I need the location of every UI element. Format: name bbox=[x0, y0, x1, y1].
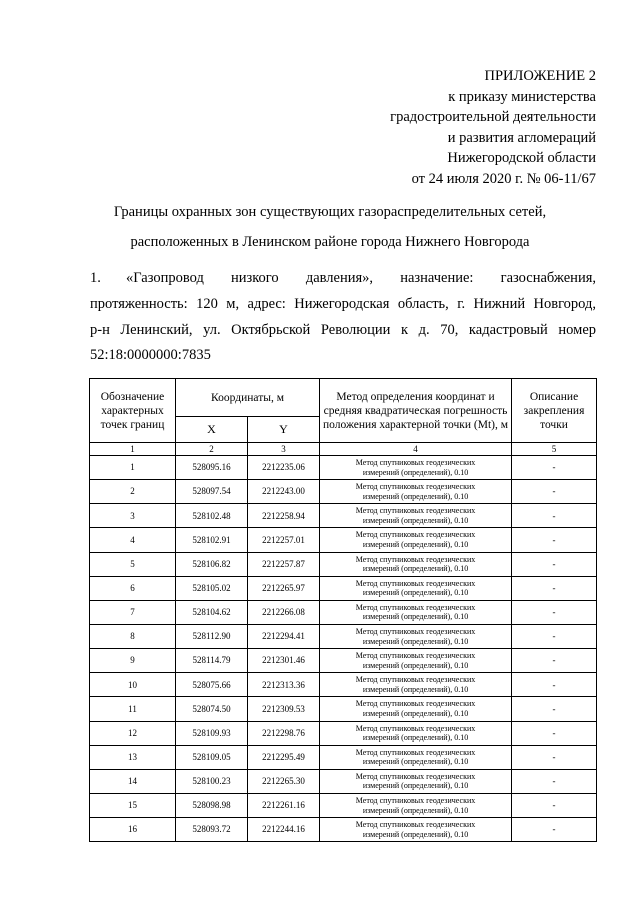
coord-y-cell: 2212257.87 bbox=[248, 552, 320, 576]
method-line: Метод спутниковых геодезических bbox=[355, 771, 476, 781]
column-number: 3 bbox=[248, 443, 320, 456]
column-number: 2 bbox=[176, 443, 248, 456]
table-row bbox=[90, 649, 597, 673]
document-title-line: Границы охранных зон существующих газораспределительных сетей, bbox=[113, 204, 547, 220]
method-cell bbox=[320, 673, 512, 697]
method-line: Метод спутниковых геодезических bbox=[355, 482, 476, 492]
coord-y-cell: 2212294.41 bbox=[248, 624, 320, 648]
coord-x-cell: 528075.66 bbox=[176, 673, 248, 697]
method-line: измерений (определений), 0.10 bbox=[362, 564, 469, 574]
coord-x-cell: 528109.05 bbox=[176, 745, 248, 769]
point-number-cell: 2 bbox=[90, 480, 176, 504]
method-line: измерений (определений), 0.10 bbox=[362, 588, 469, 598]
method-cell bbox=[320, 697, 512, 721]
document-title bbox=[60, 197, 600, 257]
method-line: Метод спутниковых геодезических bbox=[355, 723, 476, 733]
point-number-cell: 15 bbox=[90, 793, 176, 817]
method-cell bbox=[320, 552, 512, 576]
coord-x-cell: 528095.16 bbox=[176, 456, 248, 480]
method-line: измерений (определений), 0.10 bbox=[362, 781, 469, 791]
appendix-line: градостроительной деятельности bbox=[390, 109, 596, 126]
appendix-line: и развития агломераций bbox=[447, 129, 596, 146]
description-cell: - bbox=[512, 793, 597, 817]
column-number: 1 bbox=[90, 443, 176, 456]
column-number: 5 bbox=[512, 443, 597, 456]
method-line: измерений (определений), 0.10 bbox=[362, 636, 469, 646]
description-cell: - bbox=[512, 456, 597, 480]
method-line: измерений (определений), 0.10 bbox=[362, 660, 469, 670]
method-line: измерений (определений), 0.10 bbox=[362, 491, 469, 501]
appendix-date-number: от 24 июля 2020 г. № 06-11/67 bbox=[411, 170, 596, 187]
method-line: измерений (определений), 0.10 bbox=[362, 467, 469, 477]
point-number-cell: 10 bbox=[90, 673, 176, 697]
object-number: 1. bbox=[90, 270, 101, 286]
appendix-line: Нижегородской области bbox=[447, 150, 596, 167]
point-number-cell: 3 bbox=[90, 504, 176, 528]
coord-y-cell: 2212295.49 bbox=[248, 745, 320, 769]
document-title-line: расположенных в Ленинском районе города Нижнего Новгорода bbox=[130, 234, 530, 250]
object-description-line: протяженность: 120 м, адрес: Нижегородская область, г. Нижний Новгород, bbox=[90, 295, 596, 312]
method-line: измерений (определений), 0.10 bbox=[362, 708, 469, 718]
table-row bbox=[90, 600, 597, 624]
table-row bbox=[90, 624, 597, 648]
coord-x-cell: 528114.79 bbox=[176, 649, 248, 673]
header-description: Описание закрепления точки bbox=[512, 379, 597, 443]
method-line: измерений (определений), 0.10 bbox=[362, 515, 469, 525]
coord-x-cell: 528105.02 bbox=[176, 576, 248, 600]
coord-y-cell: 2212257.01 bbox=[248, 528, 320, 552]
header-coordinates: Координаты, м bbox=[176, 379, 320, 417]
table-row bbox=[90, 528, 597, 552]
method-cell bbox=[320, 528, 512, 552]
description-cell: - bbox=[512, 552, 597, 576]
method-line: измерений (определений), 0.10 bbox=[362, 539, 469, 549]
coord-x-cell: 528093.72 bbox=[176, 818, 248, 842]
table-row bbox=[90, 456, 597, 480]
coord-y-cell: 2212243.00 bbox=[248, 480, 320, 504]
point-number-cell: 8 bbox=[90, 624, 176, 648]
point-number-cell: 9 bbox=[90, 649, 176, 673]
method-cell bbox=[320, 480, 512, 504]
object-description bbox=[90, 266, 596, 369]
method-line: Метод спутниковых геодезических bbox=[355, 795, 476, 805]
method-line: измерений (определений), 0.10 bbox=[362, 684, 469, 694]
point-number-cell: 13 bbox=[90, 745, 176, 769]
method-line: Метод спутниковых геодезических bbox=[355, 554, 476, 564]
description-cell: - bbox=[512, 576, 597, 600]
point-number-cell: 14 bbox=[90, 769, 176, 793]
method-cell bbox=[320, 649, 512, 673]
coord-y-cell: 2212309.53 bbox=[248, 697, 320, 721]
coord-y-cell: 2212298.76 bbox=[248, 721, 320, 745]
method-line: измерений (определений), 0.10 bbox=[362, 733, 469, 743]
method-cell bbox=[320, 576, 512, 600]
point-number-cell: 7 bbox=[90, 600, 176, 624]
coord-x-cell: 528112.90 bbox=[176, 624, 248, 648]
method-cell bbox=[320, 793, 512, 817]
method-line: Метод спутниковых геодезических bbox=[355, 578, 476, 588]
table-row bbox=[90, 673, 597, 697]
description-cell: - bbox=[512, 649, 597, 673]
description-cell: - bbox=[512, 480, 597, 504]
description-cell: - bbox=[512, 769, 597, 793]
point-number-cell: 1 bbox=[90, 456, 176, 480]
appendix-title: ПРИЛОЖЕНИЕ 2 bbox=[484, 68, 596, 84]
method-line: измерений (определений), 0.10 bbox=[362, 805, 469, 815]
method-line: Метод спутниковых геодезических bbox=[355, 747, 476, 757]
table-row bbox=[90, 818, 597, 842]
appendix-header bbox=[390, 66, 596, 190]
method-line: Метод спутниковых геодезических bbox=[355, 626, 476, 636]
method-line: Метод спутниковых геодезических bbox=[355, 602, 476, 612]
table-row bbox=[90, 504, 597, 528]
coord-y-cell: 2212313.36 bbox=[248, 673, 320, 697]
coord-x-cell: 528074.50 bbox=[176, 697, 248, 721]
description-cell: - bbox=[512, 818, 597, 842]
coord-x-cell: 528100.23 bbox=[176, 769, 248, 793]
method-line: Метод спутниковых геодезических bbox=[355, 457, 476, 467]
header-method: Метод определения координат и средняя квадратическая погрешность положения характерной точки (Mt), м bbox=[320, 379, 512, 443]
coord-x-cell: 528109.93 bbox=[176, 721, 248, 745]
column-number: 4 bbox=[320, 443, 512, 456]
coord-y-cell: 2212265.30 bbox=[248, 769, 320, 793]
coord-x-cell: 528104.62 bbox=[176, 600, 248, 624]
description-cell: - bbox=[512, 504, 597, 528]
description-cell: - bbox=[512, 721, 597, 745]
method-cell bbox=[320, 600, 512, 624]
description-cell: - bbox=[512, 673, 597, 697]
point-number-cell: 5 bbox=[90, 552, 176, 576]
point-number-cell: 16 bbox=[90, 818, 176, 842]
coord-y-cell: 2212244.16 bbox=[248, 818, 320, 842]
coord-y-cell: 2212265.97 bbox=[248, 576, 320, 600]
appendix-line: к приказу министерства bbox=[448, 88, 596, 105]
coord-x-cell: 528097.54 bbox=[176, 480, 248, 504]
header-x: X bbox=[176, 417, 248, 443]
header-y: Y bbox=[248, 417, 320, 443]
method-line: Метод спутниковых геодезических bbox=[355, 506, 476, 516]
method-cell bbox=[320, 624, 512, 648]
table-row bbox=[90, 793, 597, 817]
header-designation: Обозначение характерных точек границ bbox=[90, 379, 176, 443]
table-row bbox=[90, 697, 597, 721]
method-line: Метод спутниковых геодезических bbox=[355, 675, 476, 685]
method-line: Метод спутниковых геодезических bbox=[355, 820, 476, 830]
point-number-cell: 4 bbox=[90, 528, 176, 552]
method-line: Метод спутниковых геодезических bbox=[355, 530, 476, 540]
table-row bbox=[90, 769, 597, 793]
table-row bbox=[90, 552, 597, 576]
object-description-text: «Газопровод низкого давления», назначение: газоснабжения, bbox=[126, 270, 596, 286]
table-body bbox=[90, 456, 597, 842]
method-line: измерений (определений), 0.10 bbox=[362, 612, 469, 622]
table-row bbox=[90, 721, 597, 745]
method-cell bbox=[320, 456, 512, 480]
cadastral-number: 52:18:0000000:7835 bbox=[90, 347, 211, 364]
method-line: измерений (определений), 0.10 bbox=[362, 757, 469, 767]
coord-y-cell: 2212301.46 bbox=[248, 649, 320, 673]
coord-x-cell: 528106.82 bbox=[176, 552, 248, 576]
coordinates-table bbox=[89, 378, 597, 842]
object-description-line bbox=[90, 266, 596, 292]
coord-y-cell: 2212261.16 bbox=[248, 793, 320, 817]
method-line: Метод спутниковых геодезических bbox=[355, 699, 476, 709]
object-description-line: р-н Ленинский, ул. Октябрьской Революции к д. 70, кадастровый номер bbox=[90, 321, 596, 338]
method-cell bbox=[320, 769, 512, 793]
table-row bbox=[90, 745, 597, 769]
point-number-cell: 6 bbox=[90, 576, 176, 600]
description-cell: - bbox=[512, 528, 597, 552]
method-line: измерений (определений), 0.10 bbox=[362, 829, 469, 839]
coord-x-cell: 528102.91 bbox=[176, 528, 248, 552]
coord-y-cell: 2212235.06 bbox=[248, 456, 320, 480]
coord-y-cell: 2212266.08 bbox=[248, 600, 320, 624]
description-cell: - bbox=[512, 697, 597, 721]
point-number-cell: 12 bbox=[90, 721, 176, 745]
description-cell: - bbox=[512, 745, 597, 769]
description-cell: - bbox=[512, 600, 597, 624]
method-line: Метод спутниковых геодезических bbox=[355, 651, 476, 661]
method-cell bbox=[320, 745, 512, 769]
coord-x-cell: 528102.48 bbox=[176, 504, 248, 528]
point-number-cell: 11 bbox=[90, 697, 176, 721]
method-cell bbox=[320, 721, 512, 745]
table-row bbox=[90, 480, 597, 504]
table-row bbox=[90, 576, 597, 600]
method-cell bbox=[320, 504, 512, 528]
method-cell bbox=[320, 818, 512, 842]
coord-x-cell: 528098.98 bbox=[176, 793, 248, 817]
coord-y-cell: 2212258.94 bbox=[248, 504, 320, 528]
description-cell: - bbox=[512, 624, 597, 648]
